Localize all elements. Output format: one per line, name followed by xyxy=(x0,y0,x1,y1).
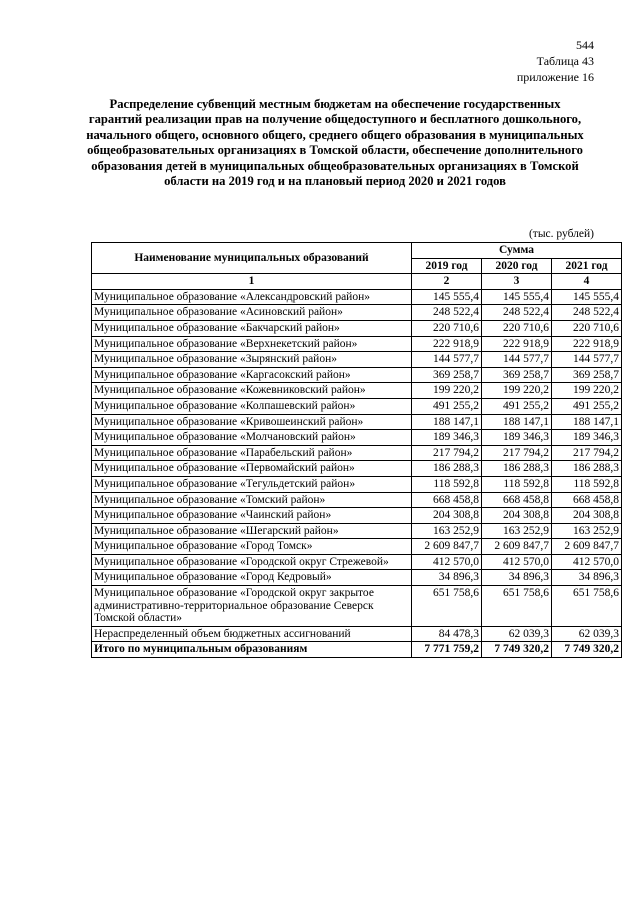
amount-2020: 217 794,2 xyxy=(482,445,552,461)
amount-2020: 188 147,1 xyxy=(482,414,552,430)
amount-2021: 144 577,7 xyxy=(552,352,622,368)
amount-2019: 217 794,2 xyxy=(412,445,482,461)
column-number: 2 xyxy=(412,274,482,290)
table-row xyxy=(92,398,622,414)
municipality-name: Муниципальное образование «Кривошеинский район» xyxy=(92,414,412,430)
amount-2019: 2 609 847,7 xyxy=(412,539,482,555)
column-number: 4 xyxy=(552,274,622,290)
municipality-name: Муниципальное образование «Томский район» xyxy=(92,492,412,508)
amount-2020: 189 346,3 xyxy=(482,430,552,446)
amount-2021: 668 458,8 xyxy=(552,492,622,508)
amount-2019: 204 308,8 xyxy=(412,508,482,524)
amount-2021: 145 555,4 xyxy=(552,289,622,305)
page-number: 544 xyxy=(576,38,594,52)
municipality-name: Нераспределенный объем бюджетных ассигнований xyxy=(92,626,412,642)
amount-2020: 491 255,2 xyxy=(482,398,552,414)
amount-2020: 248 522,4 xyxy=(482,305,552,321)
table-row xyxy=(92,289,622,305)
amount-2021: 34 896,3 xyxy=(552,570,622,586)
column-number: 3 xyxy=(482,274,552,290)
amount-2021: 118 592,8 xyxy=(552,476,622,492)
amount-2020: 34 896,3 xyxy=(482,570,552,586)
amount-2020: 668 458,8 xyxy=(482,492,552,508)
municipality-name: Муниципальное образование «Верхнекетский район» xyxy=(92,336,412,352)
document-title: Распределение субвенций местным бюджетам на обеспечение государственных гарантий реализации прав на получение общедоступного и бесплатного дошкольного, начального общего, основного общего, среднего общего образования в муниципальных общеобразовательных организациях в Томской области, обеспечение дополнительного образования детей в муниципальных общеобразовательных организациях в Томской области на 2019 год и на плановый период 2020 и 2021 годов xyxy=(86,97,584,189)
column-number-row xyxy=(92,274,622,290)
amount-2019: 84 478,3 xyxy=(412,626,482,642)
municipality-name: Муниципальное образование «Зырянский район» xyxy=(92,352,412,368)
municipality-name: Муниципальное образование «Кожевниковский район» xyxy=(92,383,412,399)
municipality-name: Муниципальное образование «Город Томск» xyxy=(92,539,412,555)
municipality-name: Муниципальное образование «Первомайский район» xyxy=(92,461,412,477)
amount-2021: 369 258,7 xyxy=(552,367,622,383)
table-row xyxy=(92,383,622,399)
amount-2019: 145 555,4 xyxy=(412,289,482,305)
amount-2019: 188 147,1 xyxy=(412,414,482,430)
amount-2019: 186 288,3 xyxy=(412,461,482,477)
municipality-name: Муниципальное образование «Городской округ Стрежевой» xyxy=(92,554,412,570)
total-amount-2021: 7 749 320,2 xyxy=(552,642,622,658)
year-2021-header: 2021 год xyxy=(552,258,622,274)
amount-2019: 369 258,7 xyxy=(412,367,482,383)
amount-2019: 189 346,3 xyxy=(412,430,482,446)
year-2020-header: 2020 год xyxy=(482,258,552,274)
table-row xyxy=(92,336,622,352)
amount-2021: 248 522,4 xyxy=(552,305,622,321)
amount-2020: 186 288,3 xyxy=(482,461,552,477)
column-number: 1 xyxy=(92,274,412,290)
amount-2021: 2 609 847,7 xyxy=(552,539,622,555)
amount-2020: 163 252,9 xyxy=(482,523,552,539)
amount-2019: 34 896,3 xyxy=(412,570,482,586)
amount-2021: 188 147,1 xyxy=(552,414,622,430)
total-amount-2019: 7 771 759,2 xyxy=(412,642,482,658)
municipality-name: Муниципальное образование «Колпашевский район» xyxy=(92,398,412,414)
table-row xyxy=(92,570,622,586)
municipality-name: Муниципальное образование «Молчановский район» xyxy=(92,430,412,446)
amount-2019: 248 522,4 xyxy=(412,305,482,321)
amount-2021: 186 288,3 xyxy=(552,461,622,477)
amount-2020: 369 258,7 xyxy=(482,367,552,383)
table-row xyxy=(92,586,622,627)
amount-2021: 491 255,2 xyxy=(552,398,622,414)
table-row xyxy=(92,626,622,642)
amount-2021: 220 710,6 xyxy=(552,320,622,336)
table-row xyxy=(92,508,622,524)
year-2019-header: 2019 год xyxy=(412,258,482,274)
table-row xyxy=(92,414,622,430)
table-row xyxy=(92,320,622,336)
amount-2021: 199 220,2 xyxy=(552,383,622,399)
amount-2019: 144 577,7 xyxy=(412,352,482,368)
amount-2019: 199 220,2 xyxy=(412,383,482,399)
municipality-name: Муниципальное образование «Тегульдетский район» xyxy=(92,476,412,492)
amount-2021: 222 918,9 xyxy=(552,336,622,352)
amount-2019: 222 918,9 xyxy=(412,336,482,352)
amount-2020: 62 039,3 xyxy=(482,626,552,642)
appendix-reference: приложение 16 xyxy=(516,70,594,84)
sum-column-header: Сумма xyxy=(412,243,622,259)
amount-2020: 220 710,6 xyxy=(482,320,552,336)
amount-2021: 189 346,3 xyxy=(552,430,622,446)
municipality-name: Муниципальное образование «Чаинский район» xyxy=(92,508,412,524)
municipality-name: Муниципальное образование «Александровский район» xyxy=(92,289,412,305)
amount-2019: 118 592,8 xyxy=(412,476,482,492)
amount-2021: 163 252,9 xyxy=(552,523,622,539)
amount-2019: 220 710,6 xyxy=(412,320,482,336)
table-row xyxy=(92,539,622,555)
table-row xyxy=(92,430,622,446)
municipality-name: Муниципальное образование «Город Кедровый» xyxy=(92,570,412,586)
amount-2019: 491 255,2 xyxy=(412,398,482,414)
amount-2020: 412 570,0 xyxy=(482,554,552,570)
amount-2019: 668 458,8 xyxy=(412,492,482,508)
amount-2020: 199 220,2 xyxy=(482,383,552,399)
table-row xyxy=(92,492,622,508)
total-label: Итого по муниципальным образованиям xyxy=(92,642,412,658)
amount-2020: 222 918,9 xyxy=(482,336,552,352)
amount-2021: 217 794,2 xyxy=(552,445,622,461)
amount-2019: 412 570,0 xyxy=(412,554,482,570)
municipality-name: Муниципальное образование «Шегарский район» xyxy=(92,523,412,539)
table-row xyxy=(92,305,622,321)
table-reference: Таблица 43 xyxy=(536,54,594,68)
table-row xyxy=(92,367,622,383)
amount-2020: 145 555,4 xyxy=(482,289,552,305)
name-column-header: Наименование муниципальных образований xyxy=(92,243,412,274)
table-row xyxy=(92,445,622,461)
total-amount-2020: 7 749 320,2 xyxy=(482,642,552,658)
municipality-name: Муниципальное образование «Асиновский район» xyxy=(92,305,412,321)
units-note: (тыс. рублей) xyxy=(528,228,594,240)
subvention-table xyxy=(91,242,622,658)
table-row xyxy=(92,476,622,492)
amount-2020: 651 758,6 xyxy=(482,586,552,627)
amount-2021: 204 308,8 xyxy=(552,508,622,524)
table-row xyxy=(92,352,622,368)
table-row xyxy=(92,523,622,539)
municipality-name: Муниципальное образование «Городской округ закрытое административно-территориальное образование Северск Томской области» xyxy=(92,586,412,627)
amount-2020: 2 609 847,7 xyxy=(482,539,552,555)
municipality-name: Муниципальное образование «Бакчарский район» xyxy=(92,320,412,336)
amount-2021: 412 570,0 xyxy=(552,554,622,570)
amount-2020: 204 308,8 xyxy=(482,508,552,524)
amount-2021: 651 758,6 xyxy=(552,586,622,627)
municipality-name: Муниципальное образование «Парабельский район» xyxy=(92,445,412,461)
amount-2021: 62 039,3 xyxy=(552,626,622,642)
amount-2020: 144 577,7 xyxy=(482,352,552,368)
amount-2019: 651 758,6 xyxy=(412,586,482,627)
table-row xyxy=(92,554,622,570)
total-row xyxy=(92,642,622,658)
amount-2019: 163 252,9 xyxy=(412,523,482,539)
municipality-name: Муниципальное образование «Каргасокский район» xyxy=(92,367,412,383)
table-row xyxy=(92,461,622,477)
amount-2020: 118 592,8 xyxy=(482,476,552,492)
